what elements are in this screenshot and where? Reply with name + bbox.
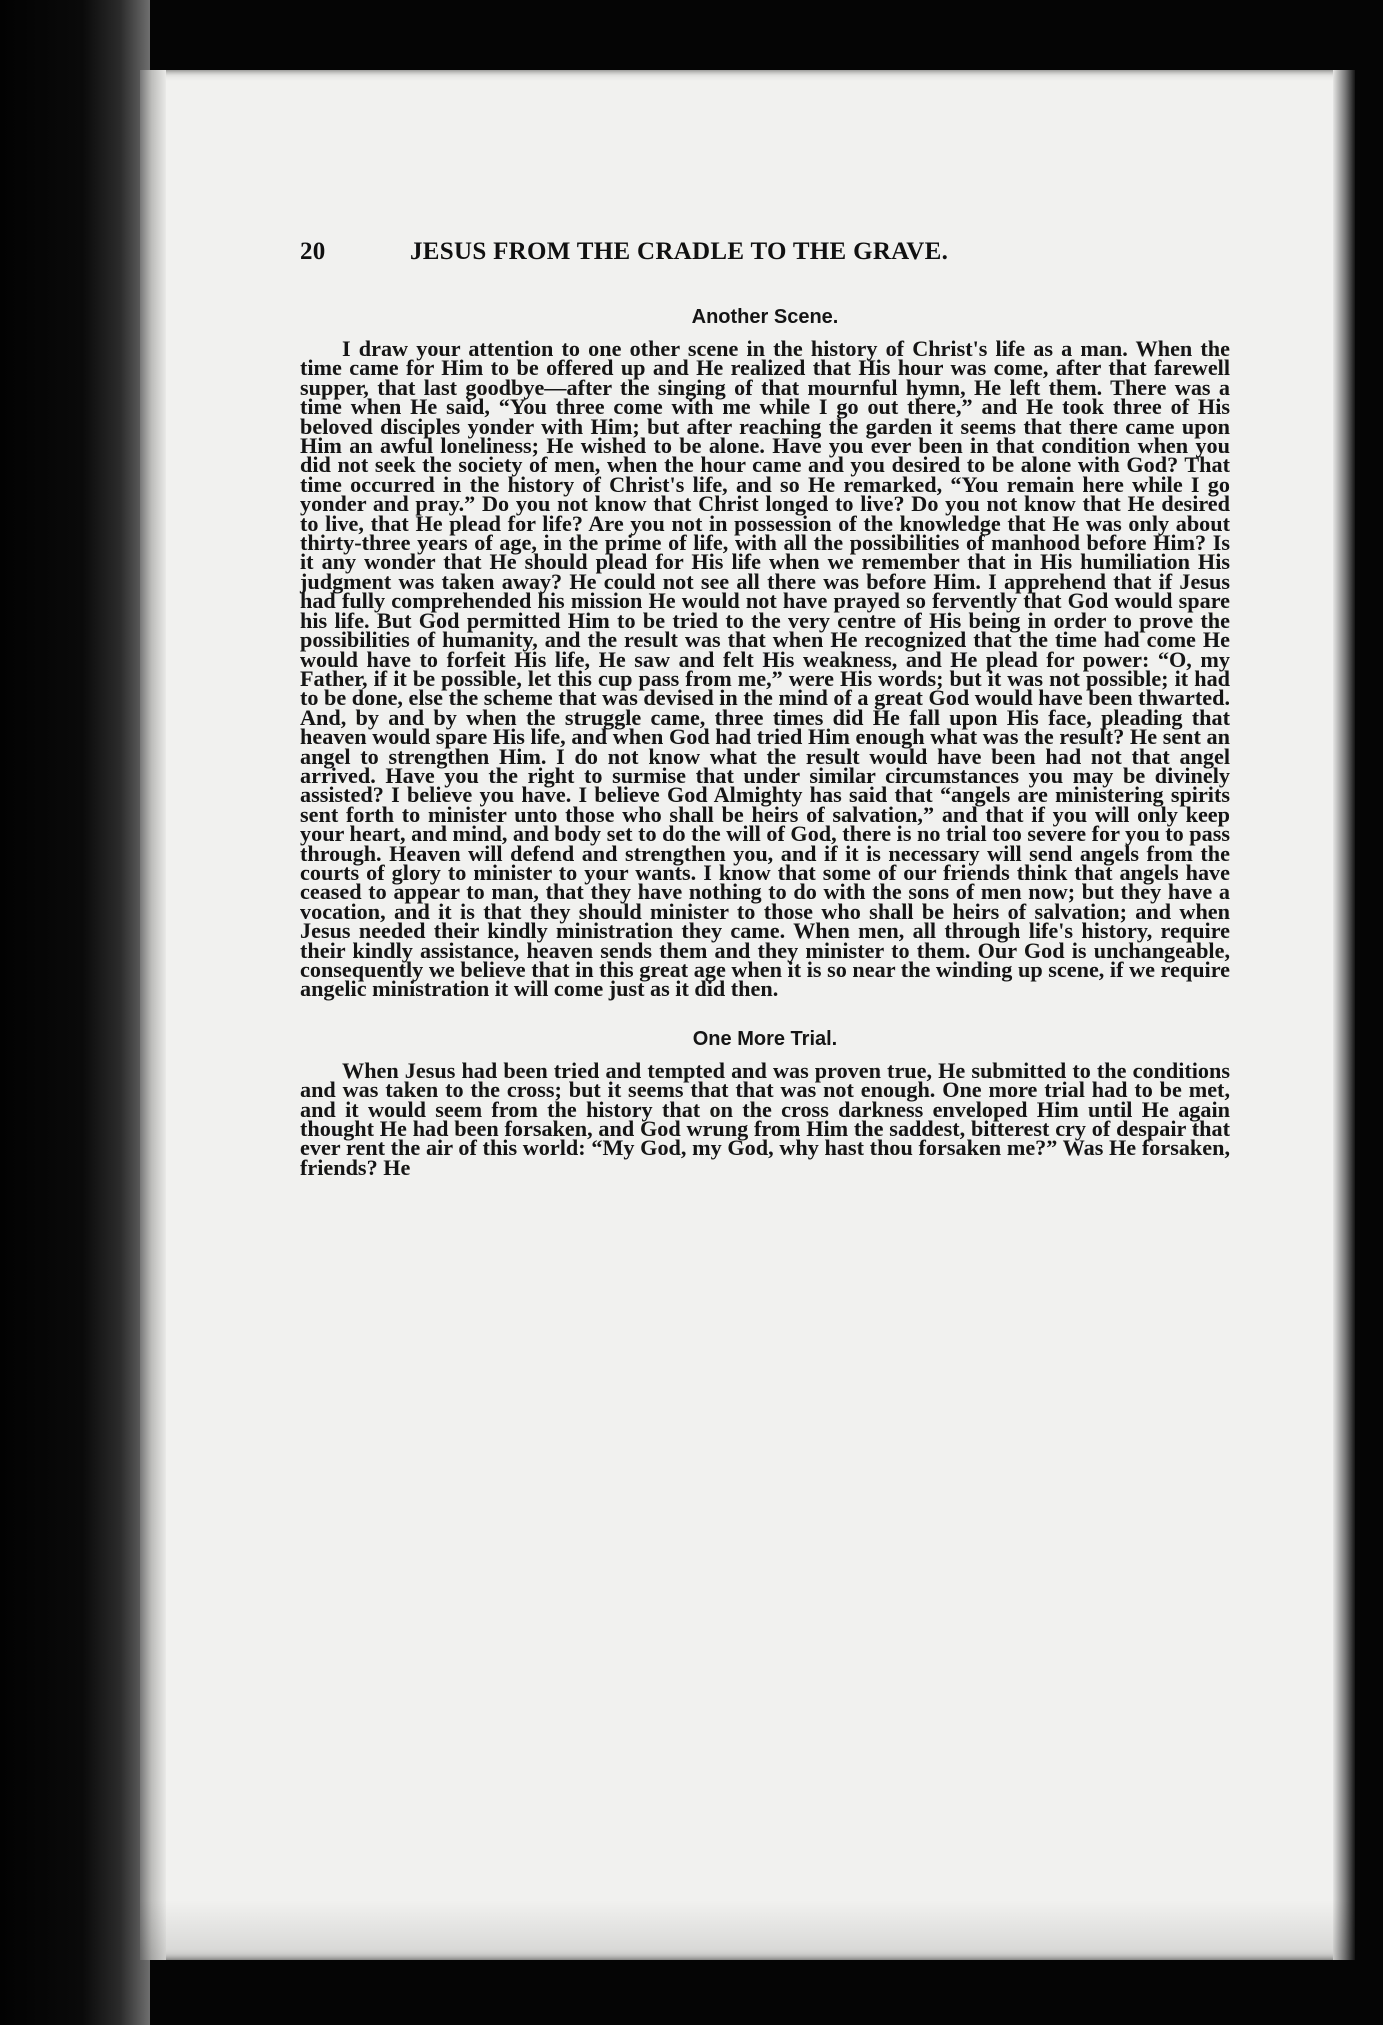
page-content <box>300 305 1230 1180</box>
scan-background-left <box>0 0 150 2025</box>
page-header <box>300 238 1230 278</box>
page-bottom-shadow <box>140 1900 1355 1960</box>
page-right-edge <box>1333 70 1355 1960</box>
section-heading: Another Scene. <box>691 306 839 328</box>
running-title: JESUS FROM THE CRADLE TO THE GRAVE. <box>410 238 949 265</box>
section-paragraph: When Jesus had been tried and tempted and was proven true, He submitted to the conditions and was taken to the cross; but it seems that that was not enough. One more trial had to be met, and it would seem from the history that on the cross darkness enveloped Him until He again thought He had been forsaken, and God wrung from Him the saddest, bitterest cry of despair that ever rent the air of this world: “My God, my God, why hast thou forsaken me?” Was He forsaken, friends? He <box>300 1057 1230 1180</box>
page-gutter-shadow <box>140 70 166 1960</box>
section-paragraph: I draw your attention to one other scene in the history of Christ's life as a man. When the time came for Him to be offered up and He realized that His hour was come, after that farewell supper, that last goodbye—after the singing of that mournful hymn, He left them. There was a time when He said, “You three come with me while I go out there,” and He took three of His beloved disciples yonder with Him; but after reaching the garden it seems that there came upon Him an awful loneliness; He wished to be alone. Have you ever been in that condition when you did not seek the society of men, when the hour came and you desired to be alone with God? That time occurred in the history of Christ's life, and so He remarked, “You remain here while I go yonder and pray.” Do you not know that Christ longed to live? Do you not know that He desired to live, that He plead for life? Are you not in possession of the knowledge that He was only about thirty-three years of age, in the prime of life, with all the possibilities of manhood before Him? Is it any wonder that He should plead for His life when we remember that in His humiliation His judgment was taken away? He could not see all there was before Him. I apprehend that if Jesus had fully comprehended his mission He would not have prayed so fervently that God would spare his life. But God permitted Him to be tried to the very centre of His being in order to prove the possibilities of humanity, and the result was that when He recognized that the time had come He would have to forfeit His life, He saw and felt His weakness, and He plead for power: “O, my Father, if it be possible, let this cup pass from me,” were His words; but it was not possible; it had to be done, else the scheme that was devised in the mind of a great God would have been thwarted. And, by and by when the struggle came, three times did He fall upon His face, pleading that heaven would spare His life, and when God had tried Him enough what was the result? He sent an angel to strengthen Him. I do not know what the result would have been had not that angel arrived. Have you the right to surmise that under similar circumstances you may be divinely assisted? I believe you have. I believe God Almighty has said that “angels are ministering spirits sent forth to minister unto those who shall be heirs of salvation,” and that if you will only keep your heart, and mind, and body set to do the will of God, there is no trial too severe for you to pass through. Heaven will defend and strengthen you, and if it is necessary will send angels from the courts of glory to minister to your wants. I know that some of our friends think that angels have ceased to appear to man, that they have nothing to do with the sons of men now; but they have a vocation, and it is that they should minister to those who shall be heirs of salvation; and when Jesus needed their kindly ministration they came. When men, all through life's history, require their kindly assistance, heaven sends them and they minister to them. Our God is unchangeable, consequently we believe that in this great age when it is so near the winding up scene, if we require angelic ministration it will come just as it did then. <box>300 336 1230 1002</box>
page-number: 20 <box>300 238 326 265</box>
book-page <box>140 70 1355 1960</box>
section-another-scene <box>300 305 1230 1002</box>
section-heading: One More Trial. <box>692 1027 838 1050</box>
section-one-more-trial <box>300 1027 1230 1180</box>
